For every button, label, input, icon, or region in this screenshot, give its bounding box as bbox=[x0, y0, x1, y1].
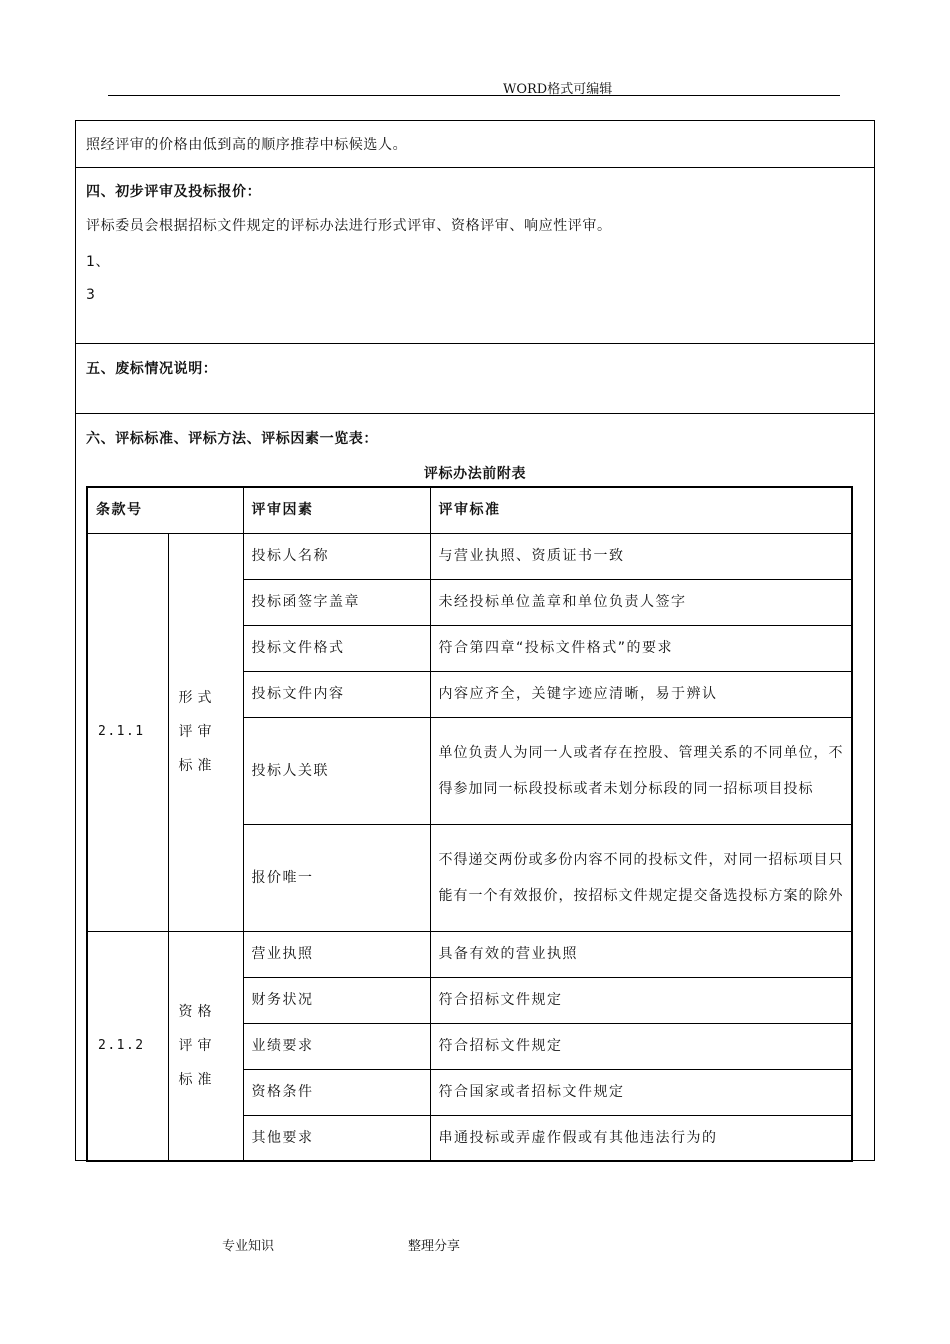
group-name: 形式评审标准 bbox=[168, 533, 243, 931]
section-4-line1: 评标委员会根据招标文件规定的评标办法进行形式评审、资格评审、响应性评审。 bbox=[86, 218, 612, 234]
factor-cell: 营业执照 bbox=[243, 931, 430, 977]
section-4-line3: 3 bbox=[86, 287, 96, 303]
factor-cell: 投标人关联 bbox=[243, 717, 430, 824]
footer-right: 整理分享 bbox=[408, 1239, 461, 1254]
standard-cell: 符合招标文件规定 bbox=[430, 1023, 852, 1069]
factor-cell: 投标函签字盖章 bbox=[243, 579, 430, 625]
standard-cell: 符合第四章“投标文件格式”的要求 bbox=[430, 625, 852, 671]
standard-cell: 与营业执照、资质证书一致 bbox=[430, 533, 852, 579]
standard-cell: 具备有效的营业执照 bbox=[430, 931, 852, 977]
section-4-heading: 四、初步评审及投标报价： bbox=[86, 184, 262, 200]
section-4 bbox=[76, 167, 874, 344]
document-frame bbox=[75, 120, 875, 1161]
standard-cell: 符合招标文件规定 bbox=[430, 977, 852, 1023]
standard-cell: 单位负责人为同一人或者存在控股、管理关系的不同单位，不得参加同一标段投标或者未划分标段的同一招标项目投标 bbox=[430, 717, 852, 824]
header-standard: 评审标准 bbox=[430, 487, 852, 533]
page-header bbox=[108, 78, 840, 96]
clause-number: 2.1.1 bbox=[87, 533, 168, 931]
standard-cell: 内容应齐全，关键字迹应清晰，易于辨认 bbox=[430, 671, 852, 717]
header-factor: 评审因素 bbox=[243, 487, 430, 533]
section-5-heading: 五、废标情况说明： bbox=[86, 361, 218, 377]
section-6-heading: 六、评标标准、评标方法、评标因素一览表： bbox=[86, 431, 378, 447]
group-name: 资格评审标准 bbox=[168, 931, 243, 1161]
factor-cell: 资格条件 bbox=[243, 1069, 430, 1115]
standard-cell: 符合国家或者招标文件规定 bbox=[430, 1069, 852, 1115]
table-header-row bbox=[87, 487, 852, 533]
table-row bbox=[87, 533, 852, 579]
table-title: 评标办法前附表 bbox=[423, 466, 527, 482]
factor-cell: 其他要求 bbox=[243, 1115, 430, 1161]
footer-left: 专业知识 bbox=[222, 1239, 275, 1254]
factor-cell: 投标文件内容 bbox=[243, 671, 430, 717]
header-text: WORD格式可编辑 bbox=[503, 82, 613, 97]
section-3-tail bbox=[76, 121, 874, 168]
factor-cell: 投标文件格式 bbox=[243, 625, 430, 671]
standard-cell: 不得递交两份或多份内容不同的投标文件，对同一招标项目只能有一个有效报价，按招标文件规定提交备选投标方案的除外 bbox=[430, 824, 852, 931]
factor-cell: 财务状况 bbox=[243, 977, 430, 1023]
clause-number: 2.1.2 bbox=[87, 931, 168, 1161]
standard-cell: 未经投标单位盖章和单位负责人签字 bbox=[430, 579, 852, 625]
factor-cell: 投标人名称 bbox=[243, 533, 430, 579]
section-5 bbox=[76, 343, 874, 414]
factor-cell: 业绩要求 bbox=[243, 1023, 430, 1069]
section-4-line2: 1、 bbox=[86, 254, 111, 270]
evaluation-table bbox=[86, 486, 853, 1162]
table-row bbox=[87, 931, 852, 977]
factor-cell: 报价唯一 bbox=[243, 824, 430, 931]
header-clause: 条款号 bbox=[87, 487, 243, 533]
standard-cell: 串通投标或弄虚作假或有其他违法行为的 bbox=[430, 1115, 852, 1161]
section-3-tail-text: 照经评审的价格由低到高的顺序推荐中标候选人。 bbox=[86, 137, 408, 153]
